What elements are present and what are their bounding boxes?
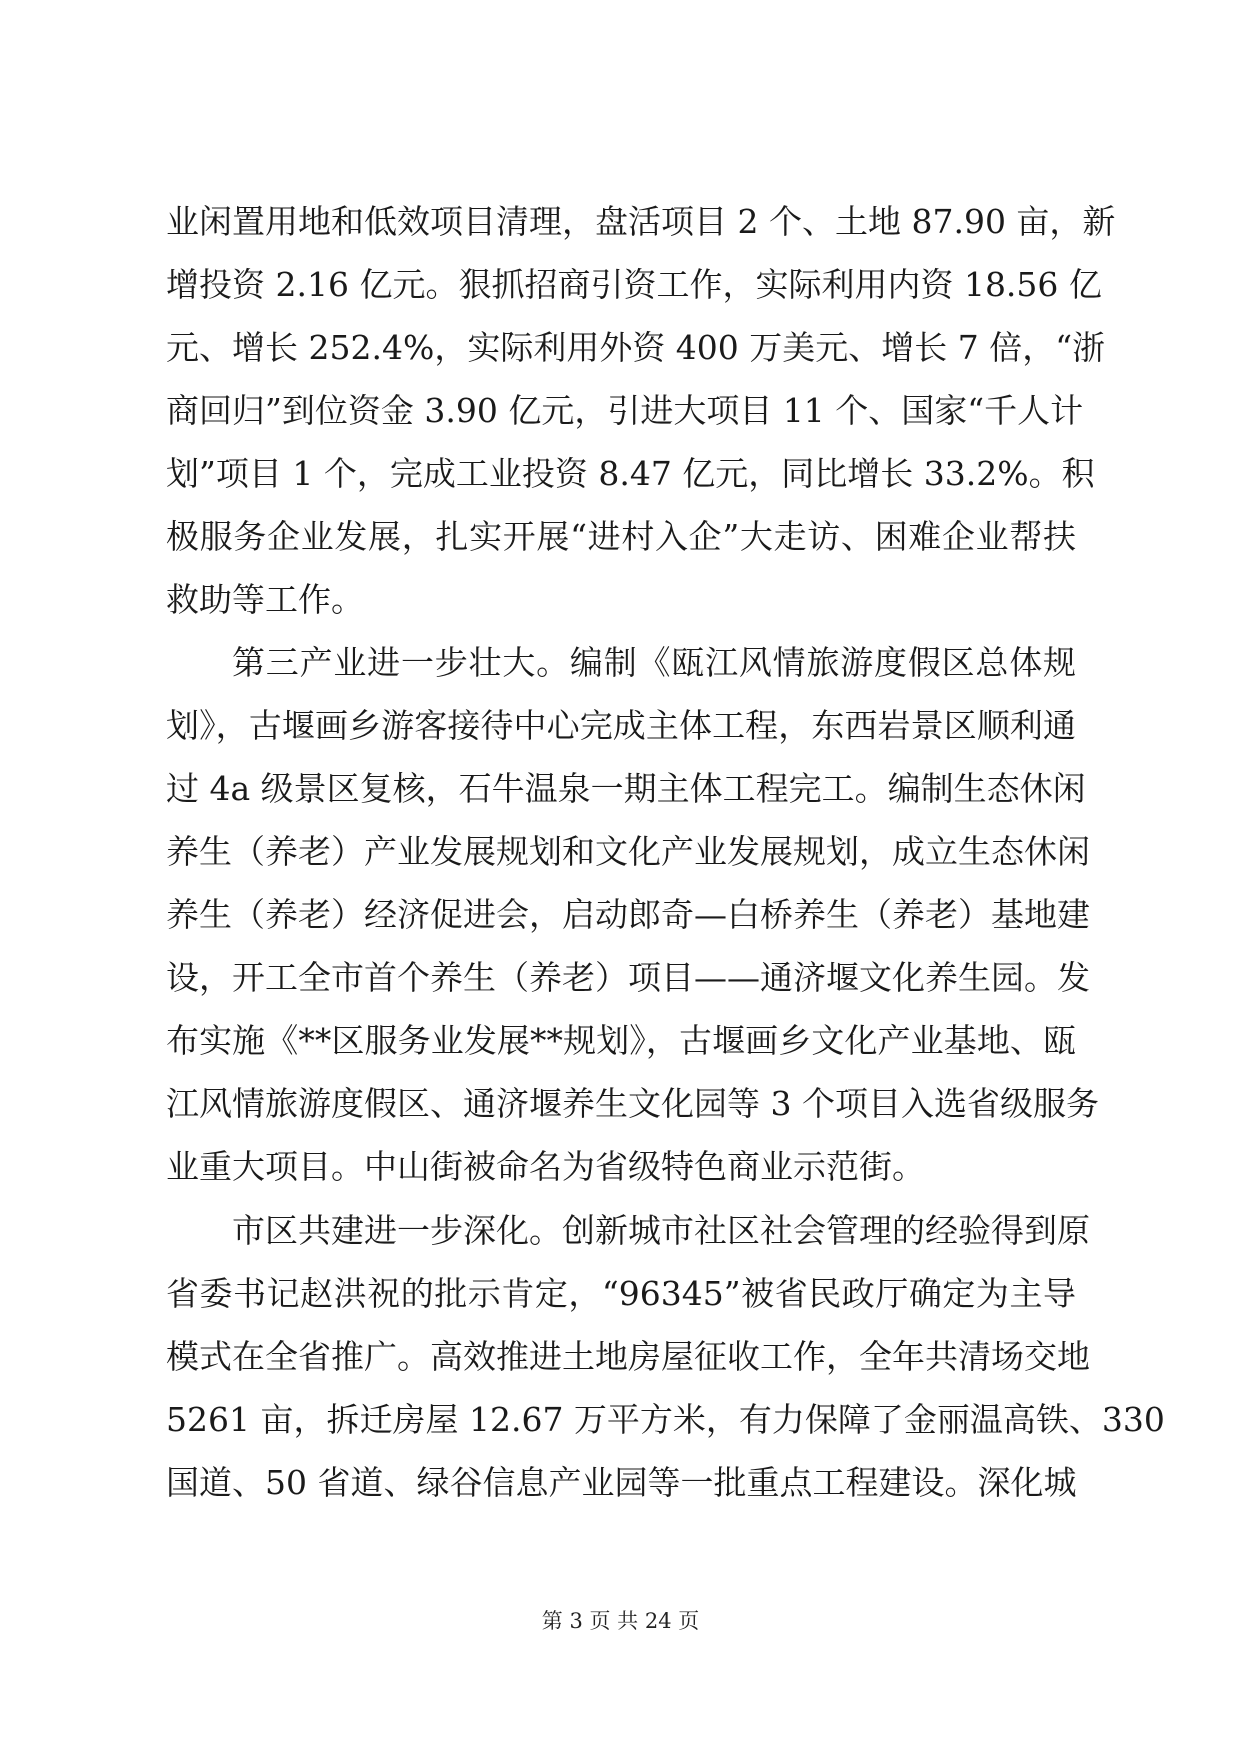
text-line: 增投资 2.16 亿元。狠抓招商引资工作，实际利用内资 18.56 亿 <box>166 265 1102 304</box>
text-line: 设，开工全市首个养生（养老）项目——通济堰文化养生园。发 <box>166 958 1090 997</box>
text-line: 商回归”到位资金 3.90 亿元，引进大项目 11 个、国家“千人计 <box>166 391 1084 430</box>
text-line: 养生（养老）经济促进会，启动郎奇—白桥养生（养老）基地建 <box>166 895 1090 934</box>
text-line: 养生（养老）产业发展规划和文化产业发展规划，成立生态休闲 <box>166 832 1090 871</box>
text-line: 布实施《**区服务业发展**规划》，古堰画乡文化产业基地、瓯 <box>166 1021 1076 1060</box>
paragraph-first-line: 市区共建进一步深化。创新城市社区社会管理的经验得到原 <box>232 1211 1090 1250</box>
text-line: 划》，古堰画乡游客接待中心完成主体工程，东西岩景区顺利通 <box>166 706 1076 745</box>
text-line: 江风情旅游度假区、通济堰养生文化园等 3 个项目入选省级服务 <box>166 1084 1099 1123</box>
page-number-footer: 第 3 页 共 24 页 <box>541 1609 700 1633</box>
text-line: 业闲置用地和低效项目清理，盘活项目 2 个、土地 87.90 亩，新 <box>166 202 1116 241</box>
text-line: 模式在全省推广。高效推进土地房屋征收工作，全年共清场交地 <box>166 1337 1090 1376</box>
text-line: 过 4a 级景区复核，石牛温泉一期主体工程完工。编制生态休闲 <box>166 769 1086 808</box>
paragraph-first-line: 第三产业进一步壮大。编制《瓯江风情旅游度假区总体规 <box>232 643 1076 682</box>
text-line: 极服务企业发展，扎实开展“进村入企”大走访、困难企业帮扶 <box>166 517 1076 556</box>
text-line: 业重大项目。中山街被命名为省级特色商业示范街。 <box>166 1147 925 1186</box>
text-line: 元、增长 252.4%，实际利用外资 400 万美元、增长 7 倍，“浙 <box>166 328 1106 367</box>
text-line: 救助等工作。 <box>166 580 364 619</box>
text-line: 划”项目 1 个，完成工业投资 8.47 亿元，同比增长 33.2%。积 <box>166 454 1095 493</box>
text-line: 国道、50 省道、绿谷信息产业园等一批重点工程建设。深化城 <box>166 1463 1077 1502</box>
text-line: 省委书记赵洪祝的批示肯定，“96345”被省民政厅确定为主导 <box>166 1274 1076 1313</box>
text-line: 5261 亩，拆迁房屋 12.67 万平方米，有力保障了金丽温高铁、330 <box>166 1400 1165 1439</box>
